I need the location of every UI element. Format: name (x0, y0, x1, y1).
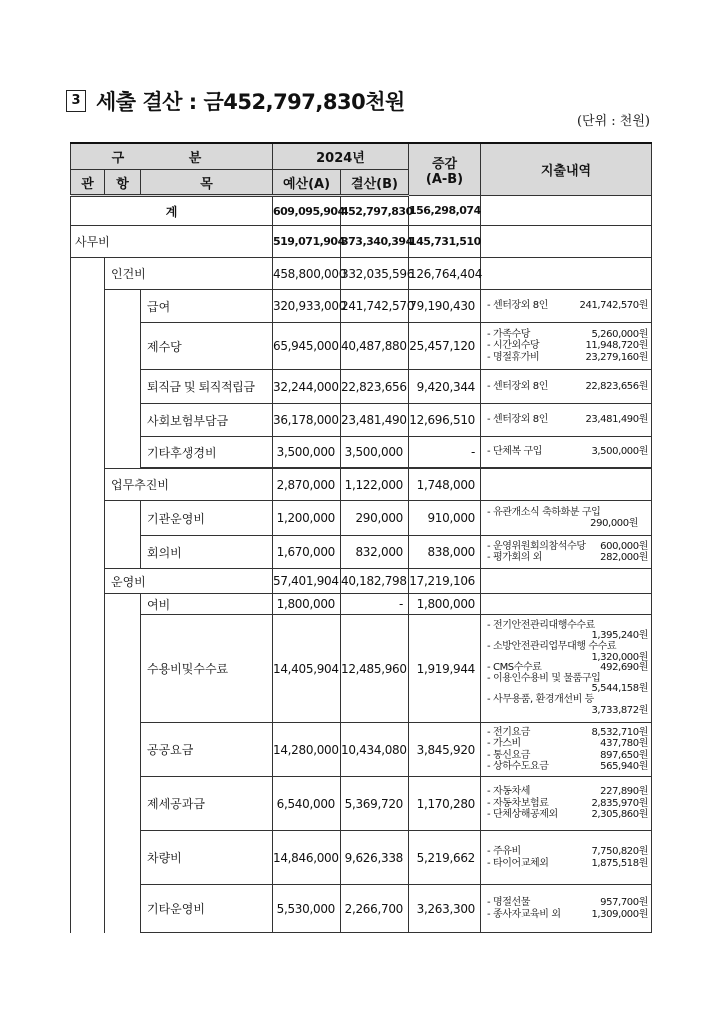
utilities-detail (481, 723, 652, 777)
promo-budget: 2,870,000 (273, 469, 341, 501)
detail-value: 282,000원 (600, 552, 648, 563)
promo-detail (481, 469, 652, 501)
agency-row (71, 501, 652, 536)
vehicle-label: 차량비 (141, 831, 273, 885)
utilities-diff: 3,845,920 (409, 723, 481, 777)
detail-item: - 상하수도요금 (487, 761, 549, 772)
salary-detail (481, 290, 652, 323)
utilities-budget: 14,280,000 (273, 723, 341, 777)
welfare-row (71, 437, 652, 468)
taxes-settle: 5,369,720 (341, 777, 409, 831)
salary-diff: 79,190,430 (409, 290, 481, 323)
insurance-label: 사회보험부담금 (141, 404, 273, 437)
insurance-diff: 12,696,510 (409, 404, 481, 437)
header-year: 2024년 (273, 143, 409, 170)
personnel-label: 인건비 (105, 258, 273, 290)
other-op-diff: 3,263,300 (409, 885, 481, 933)
detail-value: 1,309,000원 (591, 908, 648, 920)
insurance-detail (481, 404, 652, 437)
detail-item: - 명절휴가비 (487, 351, 540, 363)
agency-diff: 910,000 (409, 501, 481, 536)
header-budget: 예산(A) (273, 170, 341, 196)
taxes-row (71, 777, 652, 831)
header-mok: 목 (141, 170, 273, 196)
detail-item: - 센터장외 8인 (487, 300, 549, 312)
insurance-budget: 36,178,000 (273, 404, 341, 437)
other-op-row (71, 885, 652, 933)
section-title (66, 86, 405, 116)
gwan-spacer (71, 258, 105, 933)
office-budget: 519,071,904 (273, 226, 341, 258)
vehicle-budget: 14,846,000 (273, 831, 341, 885)
other-op-settle: 2,266,700 (341, 885, 409, 933)
allowance-diff: 25,457,120 (409, 323, 481, 370)
detail-item: - 사무용품, 환경개선비 등 (487, 693, 594, 705)
operation-label: 운영비 (105, 569, 273, 594)
promo-label: 업무추진비 (105, 469, 273, 501)
supplies-diff: 1,919,944 (409, 615, 481, 723)
detail-item: - 명절선물 (487, 897, 531, 908)
travel-row (71, 594, 652, 615)
section-number: 3 (66, 90, 86, 112)
taxes-label: 제세공과금 (141, 777, 273, 831)
detail-value: 3,500,000원 (591, 446, 648, 458)
welfare-label: 기타후생경비 (141, 437, 273, 468)
detail-item: - 센터장외 8인 (487, 380, 549, 392)
detail-item: - 전기요금 (487, 726, 531, 738)
vehicle-detail (481, 831, 652, 885)
detail-value: 8,532,710원 (591, 726, 648, 738)
detail-item: - 가스비 (487, 738, 521, 749)
header-settle: 결산(B) (341, 170, 409, 196)
salary-row (71, 290, 652, 323)
retire-budget: 32,244,000 (273, 370, 341, 404)
operation-settle: 40,182,798 (341, 569, 409, 594)
welfare-settle: 3,500,000 (341, 437, 409, 468)
detail-value: 492,690원 (600, 662, 648, 674)
header-gubun: 구 분 (71, 143, 273, 170)
hang-spacer-operation (105, 594, 141, 933)
travel-detail (481, 594, 652, 615)
allowance-budget: 65,945,000 (273, 323, 341, 370)
other-op-label: 기타운영비 (141, 885, 273, 933)
operation-budget: 57,401,904 (273, 569, 341, 594)
retire-detail (481, 370, 652, 404)
utilities-label: 공공요금 (141, 723, 273, 777)
supplies-budget: 14,405,904 (273, 615, 341, 723)
detail-value: 2,835,970원 (591, 797, 648, 809)
detail-item: - 소방안전관리업무대행 수수료 (487, 641, 617, 653)
office-detail (481, 226, 652, 258)
detail-value: 437,780원 (600, 738, 648, 749)
detail-value: 22,823,656원 (585, 380, 648, 392)
hang-spacer-personnel (105, 290, 141, 469)
retire-label: 퇴직금 및 퇴직적립금 (141, 370, 273, 404)
taxes-diff: 1,170,280 (409, 777, 481, 831)
detail-value: 3,733,872원 (591, 704, 648, 716)
office-row (71, 226, 652, 258)
operation-row (71, 569, 652, 594)
detail-value: 897,650원 (600, 749, 648, 761)
total-budget: 609,095,904 (273, 196, 341, 226)
detail-value: 290,000원 (590, 518, 638, 529)
detail-item: - 시간외수당 (487, 340, 540, 352)
office-settle: 373,340,394 (341, 226, 409, 258)
agency-label: 기관운영비 (141, 501, 273, 536)
total-detail (481, 196, 652, 226)
travel-label: 여비 (141, 594, 273, 615)
utilities-settle: 10,434,080 (341, 723, 409, 777)
detail-item: - CMS수수료 (487, 662, 542, 674)
detail-value: 565,940원 (600, 761, 648, 772)
welfare-diff: - (409, 437, 481, 468)
operation-detail (481, 569, 652, 594)
detail-item: - 단체상해공제외 (487, 809, 558, 821)
promo-settle: 1,122,000 (341, 469, 409, 501)
salary-settle: 241,742,570 (341, 290, 409, 323)
detail-item: - 주유비 (487, 846, 521, 857)
agency-detail (481, 501, 652, 536)
detail-value: 600,000원 (600, 540, 648, 552)
detail-value: 23,481,490원 (585, 414, 648, 426)
other-op-detail (481, 885, 652, 933)
header-diff-label: 증감 (431, 156, 458, 172)
meeting-detail (481, 536, 652, 569)
supplies-row (71, 615, 652, 723)
detail-value: 23,279,160원 (585, 351, 648, 363)
detail-item: - 자동차세 (487, 786, 531, 798)
supplies-settle: 12,485,960 (341, 615, 409, 723)
vehicle-row (71, 831, 652, 885)
vehicle-diff: 5,219,662 (409, 831, 481, 885)
welfare-budget: 3,500,000 (273, 437, 341, 468)
meeting-label: 회의비 (141, 536, 273, 569)
personnel-row (71, 258, 652, 290)
total-row (71, 196, 652, 226)
retire-row (71, 370, 652, 404)
utilities-row (71, 723, 652, 777)
detail-value: 1,320,000원 (591, 651, 648, 663)
detail-value: 957,700원 (600, 897, 648, 908)
travel-diff: 1,800,000 (409, 594, 481, 615)
vehicle-settle: 9,626,338 (341, 831, 409, 885)
allowance-settle: 40,487,880 (341, 323, 409, 370)
hang-spacer-promo (105, 501, 141, 569)
office-label: 사무비 (71, 226, 273, 258)
detail-item: - 자동차보험료 (487, 797, 549, 809)
welfare-detail (481, 437, 652, 468)
supplies-label: 수용비및수수료 (141, 615, 273, 723)
total-settle: 452,797,830 (341, 196, 409, 226)
agency-settle: 290,000 (341, 501, 409, 536)
promo-row (71, 469, 652, 501)
header-gwan: 관 (71, 170, 105, 196)
total-label: 계 (71, 196, 273, 226)
header-diff (409, 143, 481, 196)
insurance-settle: 23,481,490 (341, 404, 409, 437)
supplies-detail (481, 615, 652, 723)
meeting-budget: 1,670,000 (273, 536, 341, 569)
detail-item: - 통신요금 (487, 749, 531, 761)
header-hang: 항 (105, 170, 141, 196)
travel-budget: 1,800,000 (273, 594, 341, 615)
taxes-detail (481, 777, 652, 831)
detail-value: 227,890원 (600, 786, 648, 798)
personnel-settle: 332,035,596 (341, 258, 409, 290)
detail-item: - 이용인수용비 및 물품구입 (487, 672, 601, 684)
detail-value: 5,260,000원 (591, 328, 648, 340)
taxes-budget: 6,540,000 (273, 777, 341, 831)
detail-value: 1,875,518원 (591, 857, 648, 869)
promo-diff: 1,748,000 (409, 469, 481, 501)
expenditure-table (70, 142, 652, 933)
office-diff: 145,731,510 (409, 226, 481, 258)
header-detail: 지출내역 (481, 143, 652, 196)
header-row-1 (71, 143, 652, 170)
travel-settle: - (341, 594, 409, 615)
personnel-detail (481, 258, 652, 290)
detail-item: - 평가회의 외 (487, 552, 543, 563)
detail-item: - 단체복 구입 (487, 446, 543, 458)
other-op-budget: 5,530,000 (273, 885, 341, 933)
meeting-settle: 832,000 (341, 536, 409, 569)
section-heading: 세출 결산 : 금452,797,830천원 (96, 90, 405, 114)
total-diff: 156,298,074 (409, 196, 481, 226)
detail-value: 2,305,860원 (591, 809, 648, 821)
retire-diff: 9,420,344 (409, 370, 481, 404)
salary-budget: 320,933,000 (273, 290, 341, 323)
agency-budget: 1,200,000 (273, 501, 341, 536)
detail-value: 11,948,720원 (585, 340, 648, 352)
insurance-row (71, 404, 652, 437)
retire-settle: 22,823,656 (341, 370, 409, 404)
unit-note: (단위 : 천원) (576, 114, 650, 129)
detail-item: - 전기안전관리대행수수료 (487, 619, 595, 631)
header-diff-sub: (A-B) (425, 171, 464, 187)
meeting-diff: 838,000 (409, 536, 481, 569)
operation-diff: 17,219,106 (409, 569, 481, 594)
detail-value: 1,395,240원 (591, 630, 648, 642)
detail-value: 7,750,820원 (591, 846, 648, 857)
meeting-row (71, 536, 652, 569)
personnel-diff: 126,764,404 (409, 258, 481, 290)
detail-item: - 운영위원회의참석수당 (487, 540, 586, 552)
detail-item: - 종사자교육비 외 (487, 908, 561, 920)
detail-value: 241,742,570원 (579, 300, 648, 312)
detail-value: 5,544,158원 (591, 683, 648, 695)
detail-item: - 센터장외 8인 (487, 414, 549, 426)
detail-item: - 유관개소식 축하화분 구입 (487, 506, 601, 518)
detail-item: - 가족수당 (487, 328, 531, 340)
detail-item: - 타이어교체외 (487, 857, 549, 869)
salary-label: 급여 (141, 290, 273, 323)
allowance-detail (481, 323, 652, 370)
personnel-budget: 458,800,000 (273, 258, 341, 290)
allowance-row (71, 323, 652, 370)
allowance-label: 제수당 (141, 323, 273, 370)
